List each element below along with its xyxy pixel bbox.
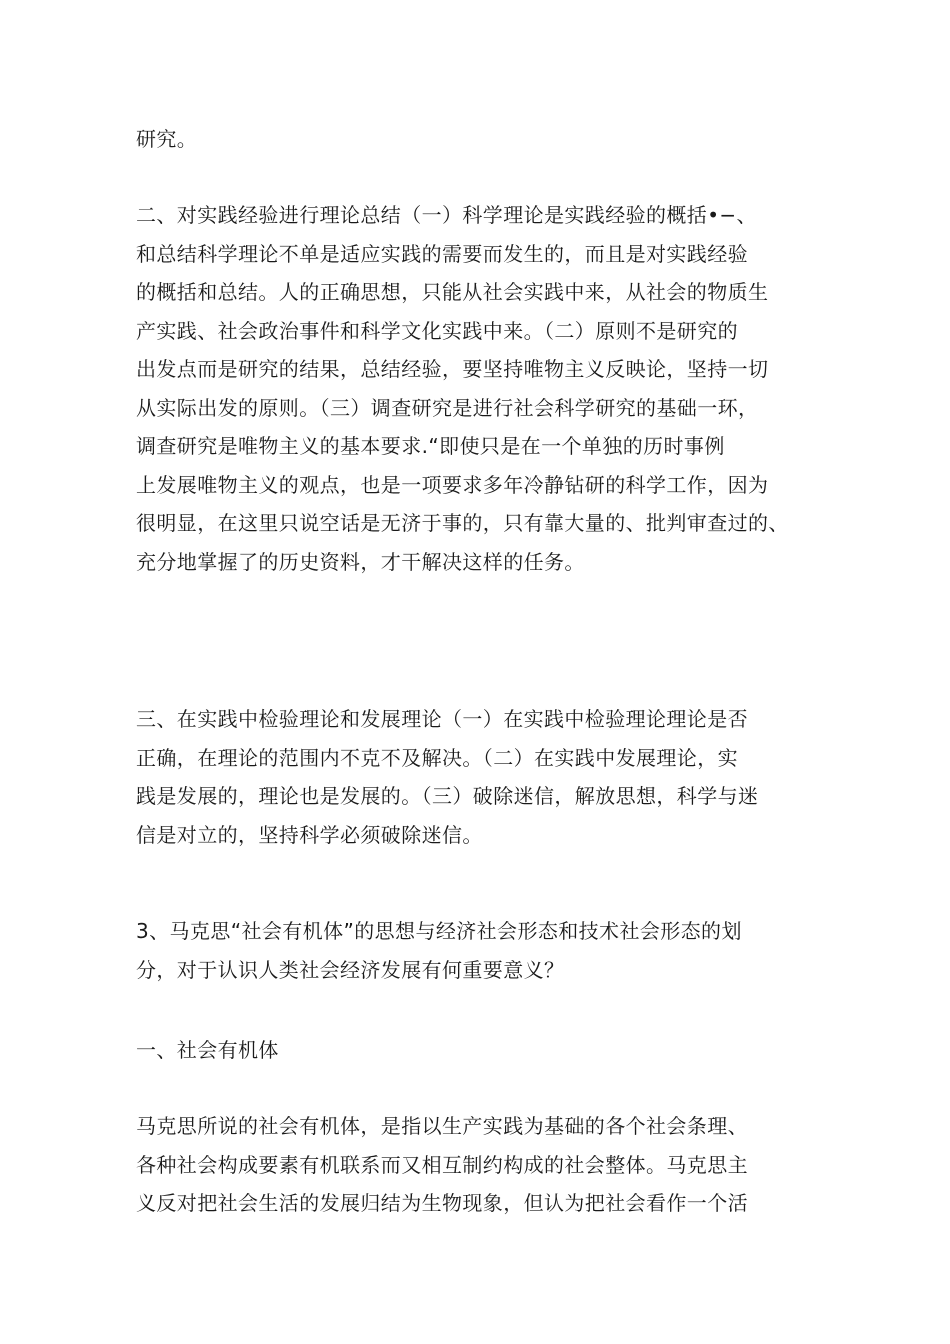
text-line: 的概括和总结。人的正确思想，只能从社会实践中来，从社会的物质生 — [136, 280, 769, 304]
paragraph — [136, 912, 828, 989]
text-line: 上发展唯物主义的观点，也是一项要求多年冷静钻研的科学工作，因为 — [136, 472, 769, 497]
text-line: 各种社会构成要素有机联系而又相互制约构成的社会整体。马克思主 — [136, 1152, 748, 1177]
paragraph — [136, 196, 828, 581]
text-line: 正确，在理论的范围内不克不及解决。（二）在实践中发展理论，实 — [136, 745, 738, 770]
paragraph — [136, 1031, 828, 1070]
paragraph-practice-summary — [136, 196, 828, 581]
paragraph-verify-theory — [136, 700, 828, 854]
text-line: 研究。 — [136, 127, 198, 151]
text-line: 马克思所说的社会有机体，是指以生产实践为基础的各个社会条理、 — [136, 1114, 748, 1138]
text-line: 从实际出发的原则。（三）调查研究是进行社会科学研究的基础一环， — [136, 395, 759, 420]
paragraph-social-organism — [136, 1107, 828, 1223]
text-line: 分，对于认识人类社会经济发展有何重要意义？ — [136, 957, 565, 982]
text-line: 一、社会有机体 — [136, 1038, 279, 1062]
text-line: 和总结科学理论不单是适应实践的需要而发生的，而且是对实践经验 — [136, 241, 748, 266]
paragraph — [136, 1107, 828, 1223]
text-line: 充分地掌握了的历史资料，才干解决这样的任务。 — [136, 549, 585, 574]
paragraph — [136, 120, 828, 159]
text-line: 3、马克思“社会有机体”的思想与经济社会形态和技术社会形态的划 — [136, 919, 742, 943]
text-line: 三、在实践中检验理论和发展理论（一）在实践中检验理论理论是否 — [136, 707, 748, 731]
question-3 — [136, 912, 828, 989]
text-line: 义反对把社会生活的发展归结为生物现象，但认为把社会看作一个活 — [136, 1191, 748, 1215]
section-heading — [136, 1031, 828, 1070]
text-line: 调查研究是唯物主义的基本要求.“即使只是在一个单独的历时事例 — [136, 434, 725, 458]
text-line: 践是发展的，理论也是发展的。（三）破除迷信，解放思想，科学与迷 — [136, 784, 759, 808]
text-line: 信是对立的，坚持科学必须破除迷信。 — [136, 822, 483, 847]
paragraph-continuation — [136, 120, 828, 159]
text-line: 产实践、社会政治事件和科学文化实践中来。（二）原则不是研究的 — [136, 318, 738, 343]
paragraph — [136, 700, 828, 854]
text-line: 很明显，在这里只说空话是无济于事的，只有靠大量的、批判审查过的、 — [136, 511, 789, 535]
text-line: 出发点而是研究的结果，总结经验，要坚持唯物主义反映论，坚持一切 — [136, 357, 769, 381]
text-line: 二、对实践经验进行理论总结（一）科学理论是实践经验的概括•−、 — [136, 203, 757, 227]
